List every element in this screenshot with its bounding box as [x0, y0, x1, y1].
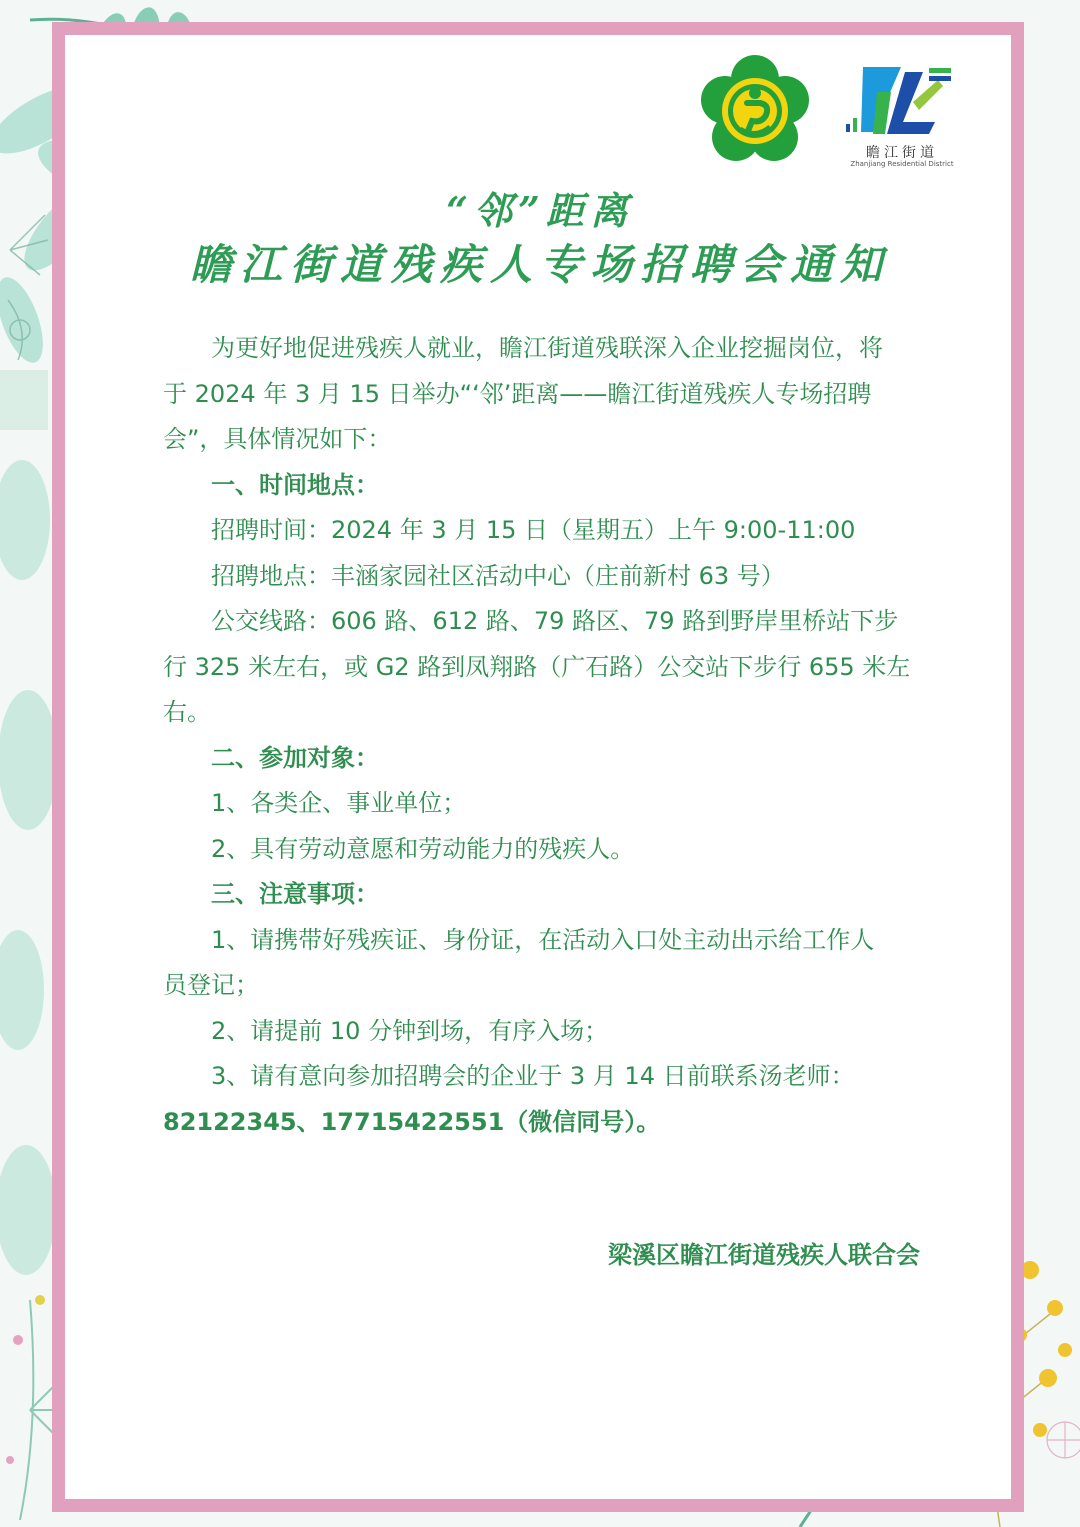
contact-phone: 82122345、17715422551（微信同号）。: [163, 1107, 661, 1136]
notice-body: [163, 326, 923, 1145]
disability-federation-emblem-icon: [700, 55, 810, 165]
district-logo-caption: 瞻江街道: [866, 145, 938, 161]
note-item-3: 3、请有意向参加招聘会的企业于 3 月 14 日前联系汤老师：: [211, 1062, 855, 1090]
participant-item: 1、各类企、事业单位；: [211, 789, 467, 817]
bus-route-line: 公交线路：606 路、612 路、79 路区、79 路到野岸里桥站下步: [211, 607, 899, 635]
note-item-1-line: 1、请携带好残疾证、身份证，在活动入口处主动出示给工作人: [211, 925, 875, 954]
note-item-1-line: 员登记；: [163, 971, 259, 999]
section-heading-notes: 三、注意事项：: [211, 880, 379, 908]
issuer-signature: 梁溪区瞻江街道残疾人联合会: [608, 1241, 920, 1269]
section-heading-time-place: 一、时间地点：: [211, 470, 379, 499]
section-heading-participants: 二、参加对象：: [211, 743, 379, 772]
leaf-decoration-left-strip: [0, 430, 60, 1330]
participant-item: 2、具有劳动意愿和劳动能力的残疾人。: [211, 834, 635, 863]
note-item-2: 2、请提前 10 分钟到场，有序入场；: [211, 1016, 609, 1045]
district-logo-caption-en: Zhanjiang Residential District: [850, 160, 954, 168]
page-title-line2: 瞻江街道残疾人专场招聘会通知: [189, 240, 890, 289]
recruit-place: 招聘地点：丰涵家园社区活动中心（庄前新村 63 号）: [211, 561, 785, 590]
intro-line: 为更好地促进残疾人就业，瞻江街道残联深入企业挖掘岗位，将: [211, 334, 883, 362]
page-title-line1: “邻”距离: [446, 188, 634, 233]
recruit-time: 招聘时间：2024 年 3 月 15 日（星期五）上午 9:00-11:00: [211, 516, 856, 544]
bus-route-line: 行 325 米左右，或 G2 路到凤翔路（广石路）公交站下步行 655 米左: [163, 652, 911, 681]
intro-line: 会”，具体情况如下：: [163, 425, 392, 453]
bus-route-line: 右。: [163, 698, 211, 726]
intro-line: 于 2024 年 3 月 15 日举办“‘邻’距离——瞻江街道残疾人专场招聘: [163, 379, 872, 408]
